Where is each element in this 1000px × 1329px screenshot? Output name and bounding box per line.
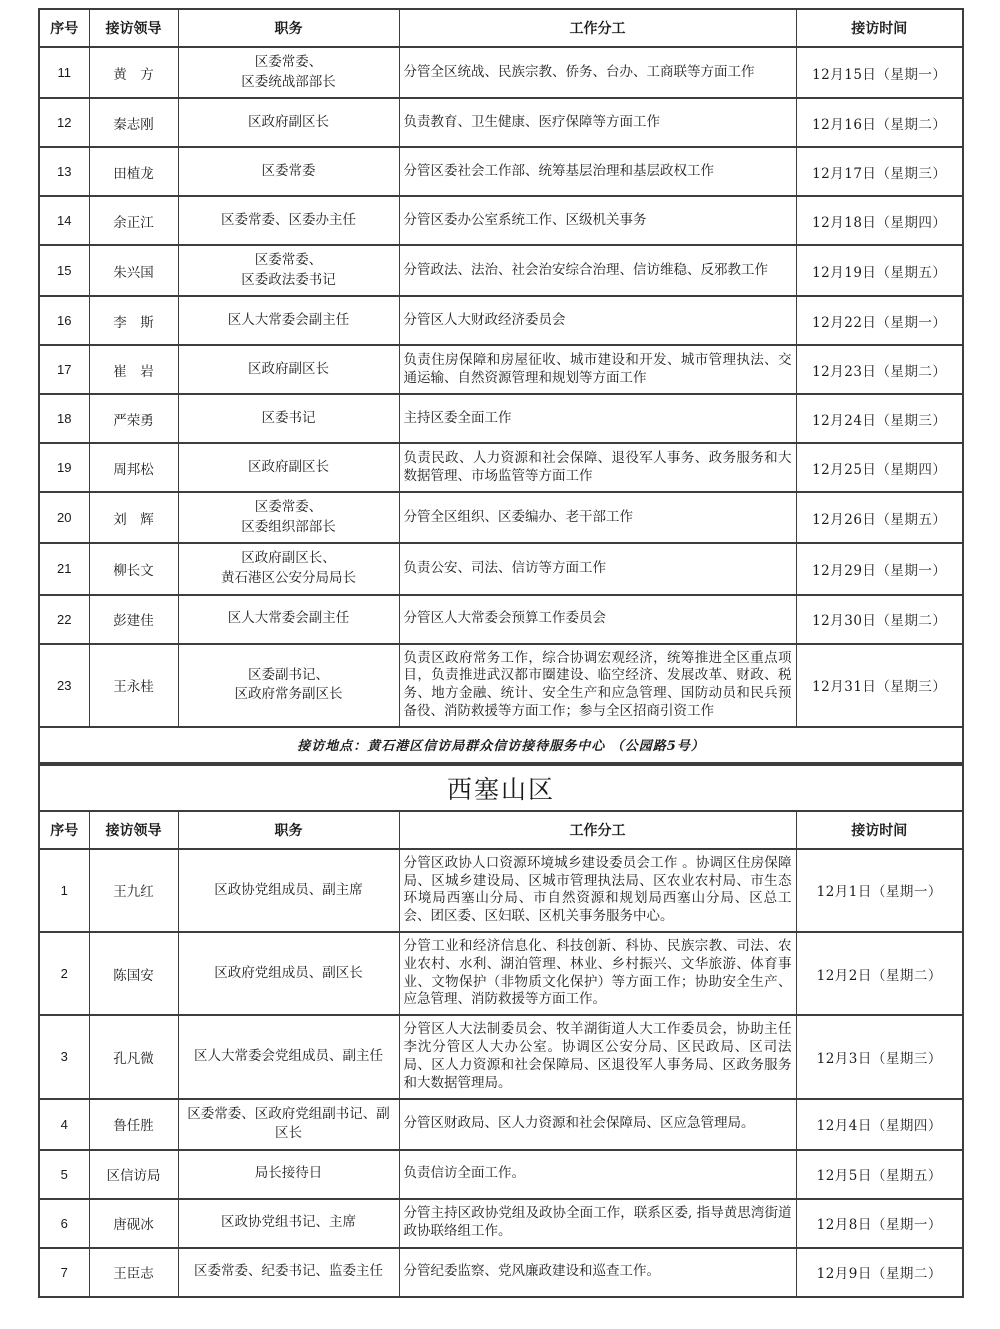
- position: 区政协党组书记、主席: [178, 1199, 399, 1248]
- visit-time: 12月4日（星期四）: [796, 1099, 963, 1150]
- position: 区委常委: [178, 147, 399, 196]
- work-division: 分管全区统战、民族宗教、侨务、台办、工商联等方面工作: [399, 47, 796, 98]
- leader-name: 区信访局: [89, 1150, 178, 1199]
- visit-time: 12月23日（星期二）: [796, 345, 963, 394]
- visit-time: 12月9日（星期二）: [796, 1248, 963, 1297]
- row-number: 13: [39, 147, 89, 196]
- table-row: [39, 644, 963, 727]
- position: 区政府副区长: [178, 98, 399, 147]
- column-header-leader: 接访领导: [89, 811, 178, 849]
- position: 区政府副区长: [178, 345, 399, 394]
- table-row: [39, 595, 963, 644]
- leader-name: 余正江: [89, 196, 178, 245]
- visit-time: 12月18日（星期四）: [796, 196, 963, 245]
- position: 区委常委、 区委组织部部长: [178, 492, 399, 543]
- table-row: [39, 1199, 963, 1248]
- position: 局长接待日: [178, 1150, 399, 1199]
- leader-name: 秦志刚: [89, 98, 178, 147]
- table-row: [39, 47, 963, 98]
- row-number: 20: [39, 492, 89, 543]
- work-division: 负责住房保障和房屋征收、城市建设和开发、城市管理执法、交通运输、自然资源管理和规划等方面工作: [399, 345, 796, 394]
- visit-time: 12月26日（星期五）: [796, 492, 963, 543]
- table-row: [39, 849, 963, 932]
- table-row: [39, 543, 963, 594]
- visit-time: 12月8日（星期一）: [796, 1199, 963, 1248]
- section-title: 西塞山区: [39, 765, 963, 811]
- row-number: 4: [39, 1099, 89, 1150]
- position: 区政协党组成员、副主席: [178, 849, 399, 932]
- work-division: 分管区人大法制委员会、牧羊湖街道人大工作委员会，协助主任李沈分管区人大办公室。协调区公安分局、区民政局、区司法局、区人力资源和社会保障局、区退役军人事务局、区政务服务和大数据管理局。: [399, 1015, 796, 1098]
- visit-time: 12月19日（星期五）: [796, 245, 963, 296]
- position: 区人大常委会副主任: [178, 296, 399, 345]
- work-division: 分管主持区政协党组及政协全面工作，联系区委, 指导黄思湾街道政协联络组工作。: [399, 1199, 796, 1248]
- xisaishan-schedule-table: [38, 764, 964, 1298]
- table-row: [39, 147, 963, 196]
- column-header-duty: 工作分工: [399, 9, 796, 47]
- position: 区委副书记、 区政府常务副区长: [178, 644, 399, 727]
- leader-name: 鲁任胜: [89, 1099, 178, 1150]
- column-header-position: 职务: [178, 9, 399, 47]
- visit-time: 12月22日（星期一）: [796, 296, 963, 345]
- row-number: 22: [39, 595, 89, 644]
- column-header-no: 序号: [39, 811, 89, 849]
- visit-time: 12月24日（星期三）: [796, 394, 963, 443]
- position: 区政府副区长、 黄石港区公安分局局长: [178, 543, 399, 594]
- table-row: [39, 98, 963, 147]
- column-header-leader: 接访领导: [89, 9, 178, 47]
- leader-name: 刘 辉: [89, 492, 178, 543]
- row-number: 11: [39, 47, 89, 98]
- visit-time: 12月25日（星期四）: [796, 443, 963, 492]
- column-header-time: 接访时间: [796, 9, 963, 47]
- row-number: 5: [39, 1150, 89, 1199]
- row-number: 7: [39, 1248, 89, 1297]
- section-title-row: [39, 765, 963, 811]
- leader-name: 孔凡微: [89, 1015, 178, 1098]
- position: 区委常委、 区委政法委书记: [178, 245, 399, 296]
- work-division: 主持区委全面工作: [399, 394, 796, 443]
- position: 区委常委、纪委书记、监委主任: [178, 1248, 399, 1297]
- table-row: [39, 296, 963, 345]
- work-division: 分管区委社会工作部、统筹基层治理和基层政权工作: [399, 147, 796, 196]
- row-number: 23: [39, 644, 89, 727]
- leader-name: 黄 方: [89, 47, 178, 98]
- leader-name: 彭建佳: [89, 595, 178, 644]
- table-row: [39, 1015, 963, 1098]
- table-row: [39, 932, 963, 1015]
- table-row: [39, 1150, 963, 1199]
- row-number: 15: [39, 245, 89, 296]
- position: 区政府副区长: [178, 443, 399, 492]
- visit-time: 12月1日（星期一）: [796, 849, 963, 932]
- column-header-duty: 工作分工: [399, 811, 796, 849]
- visit-time: 12月2日（星期二）: [796, 932, 963, 1015]
- position: 区人大常委会党组成员、副主任: [178, 1015, 399, 1098]
- work-division: 分管政法、法治、社会治安综合治理、信访维稳、反邪教工作: [399, 245, 796, 296]
- position: 区委常委、区委办主任: [178, 196, 399, 245]
- table-row: [39, 1248, 963, 1297]
- work-division: 分管纪委监察、党风廉政建设和巡查工作。: [399, 1248, 796, 1297]
- position: 区政府党组成员、副区长: [178, 932, 399, 1015]
- table-row: [39, 345, 963, 394]
- column-header-no: 序号: [39, 9, 89, 47]
- row-number: 19: [39, 443, 89, 492]
- table-row: [39, 196, 963, 245]
- table-row: [39, 492, 963, 543]
- leader-name: 李 斯: [89, 296, 178, 345]
- work-division: 负责公安、司法、信访等方面工作: [399, 543, 796, 594]
- visit-time: 12月31日（星期三）: [796, 644, 963, 727]
- table-row: [39, 394, 963, 443]
- row-number: 1: [39, 849, 89, 932]
- visit-time: 12月3日（星期三）: [796, 1015, 963, 1098]
- leader-name: 陈国安: [89, 932, 178, 1015]
- row-number: 21: [39, 543, 89, 594]
- table-header-row: [39, 9, 963, 47]
- row-number: 14: [39, 196, 89, 245]
- visit-time: 12月17日（星期三）: [796, 147, 963, 196]
- row-number: 18: [39, 394, 89, 443]
- position: 区委常委、 区委统战部部长: [178, 47, 399, 98]
- visit-time: 12月15日（星期一）: [796, 47, 963, 98]
- visit-time: 12月29日（星期一）: [796, 543, 963, 594]
- work-division: 分管全区组织、区委编办、老干部工作: [399, 492, 796, 543]
- row-number: 2: [39, 932, 89, 1015]
- work-division: 负责民政、人力资源和社会保障、退役军人事务、政务服务和大数据管理、市场监管等方面工作: [399, 443, 796, 492]
- work-division: 负责教育、卫生健康、医疗保障等方面工作: [399, 98, 796, 147]
- visit-time: 12月30日（星期二）: [796, 595, 963, 644]
- position: 区人大常委会副主任: [178, 595, 399, 644]
- leader-name: 王永桂: [89, 644, 178, 727]
- leader-name: 田植龙: [89, 147, 178, 196]
- visit-location-note: 接访地点：黄石港区信访局群众信访接待服务中心 （公园路5号）: [39, 727, 963, 763]
- leader-name: 柳长文: [89, 543, 178, 594]
- work-division: 负责区政府常务工作，综合协调宏观经济，统筹推进全区重点项目，负责推进武汉都市圈建设、临空经济、发展改革、财政、税务、地方金融、统计、安全生产和应急管理、国防动员和民兵预备役、消防救援等方面工作；参与全区招商引资工作: [399, 644, 796, 727]
- table-row: [39, 443, 963, 492]
- row-number: 3: [39, 1015, 89, 1098]
- visit-time: 12月5日（星期五）: [796, 1150, 963, 1199]
- leader-name: 周邦松: [89, 443, 178, 492]
- row-number: 16: [39, 296, 89, 345]
- work-division: 分管区人大财政经济委员会: [399, 296, 796, 345]
- leader-name: 王臣志: [89, 1248, 178, 1297]
- column-header-position: 职务: [178, 811, 399, 849]
- work-division: 分管区人大常委会预算工作委员会: [399, 595, 796, 644]
- leader-name: 朱兴国: [89, 245, 178, 296]
- work-division: 负责信访全面工作。: [399, 1150, 796, 1199]
- work-division: 分管区委办公室系统工作、区级机关事务: [399, 196, 796, 245]
- leader-name: 王九红: [89, 849, 178, 932]
- position: 区委常委、区政府党组副书记、副区长: [178, 1099, 399, 1150]
- row-number: 17: [39, 345, 89, 394]
- work-division: 分管区财政局、区人力资源和社会保障局、区应急管理局。: [399, 1099, 796, 1150]
- leader-name: 严荣勇: [89, 394, 178, 443]
- column-header-time: 接访时间: [796, 811, 963, 849]
- position: 区委书记: [178, 394, 399, 443]
- huangshigang-schedule-table: [38, 8, 964, 764]
- table-row: [39, 245, 963, 296]
- leader-name: 崔 岩: [89, 345, 178, 394]
- visit-time: 12月16日（星期二）: [796, 98, 963, 147]
- row-number: 12: [39, 98, 89, 147]
- table-row: [39, 1099, 963, 1150]
- row-number: 6: [39, 1199, 89, 1248]
- work-division: 分管工业和经济信息化、科技创新、科协、民族宗教、司法、农业农村、水利、湖泊管理、林业、乡村振兴、文华旅游、体育事业、文物保护（非物质文化保护）等方面工作；协助安全生产、应急管理、消防救援等方面工作。: [399, 932, 796, 1015]
- leader-name: 唐砚冰: [89, 1199, 178, 1248]
- footer-note-row: [39, 727, 963, 763]
- work-division: 分管区政协人口资源环境城乡建设委员会工作 。协调区住房保障局、区城乡建设局、区城市管理执法局、区农业农村局、市生态环境局西塞山分局、市自然资源和规划局西塞山分局、区总工会、团区委、区妇联、区机关事务服务中心。: [399, 849, 796, 932]
- table-header-row: [39, 811, 963, 849]
